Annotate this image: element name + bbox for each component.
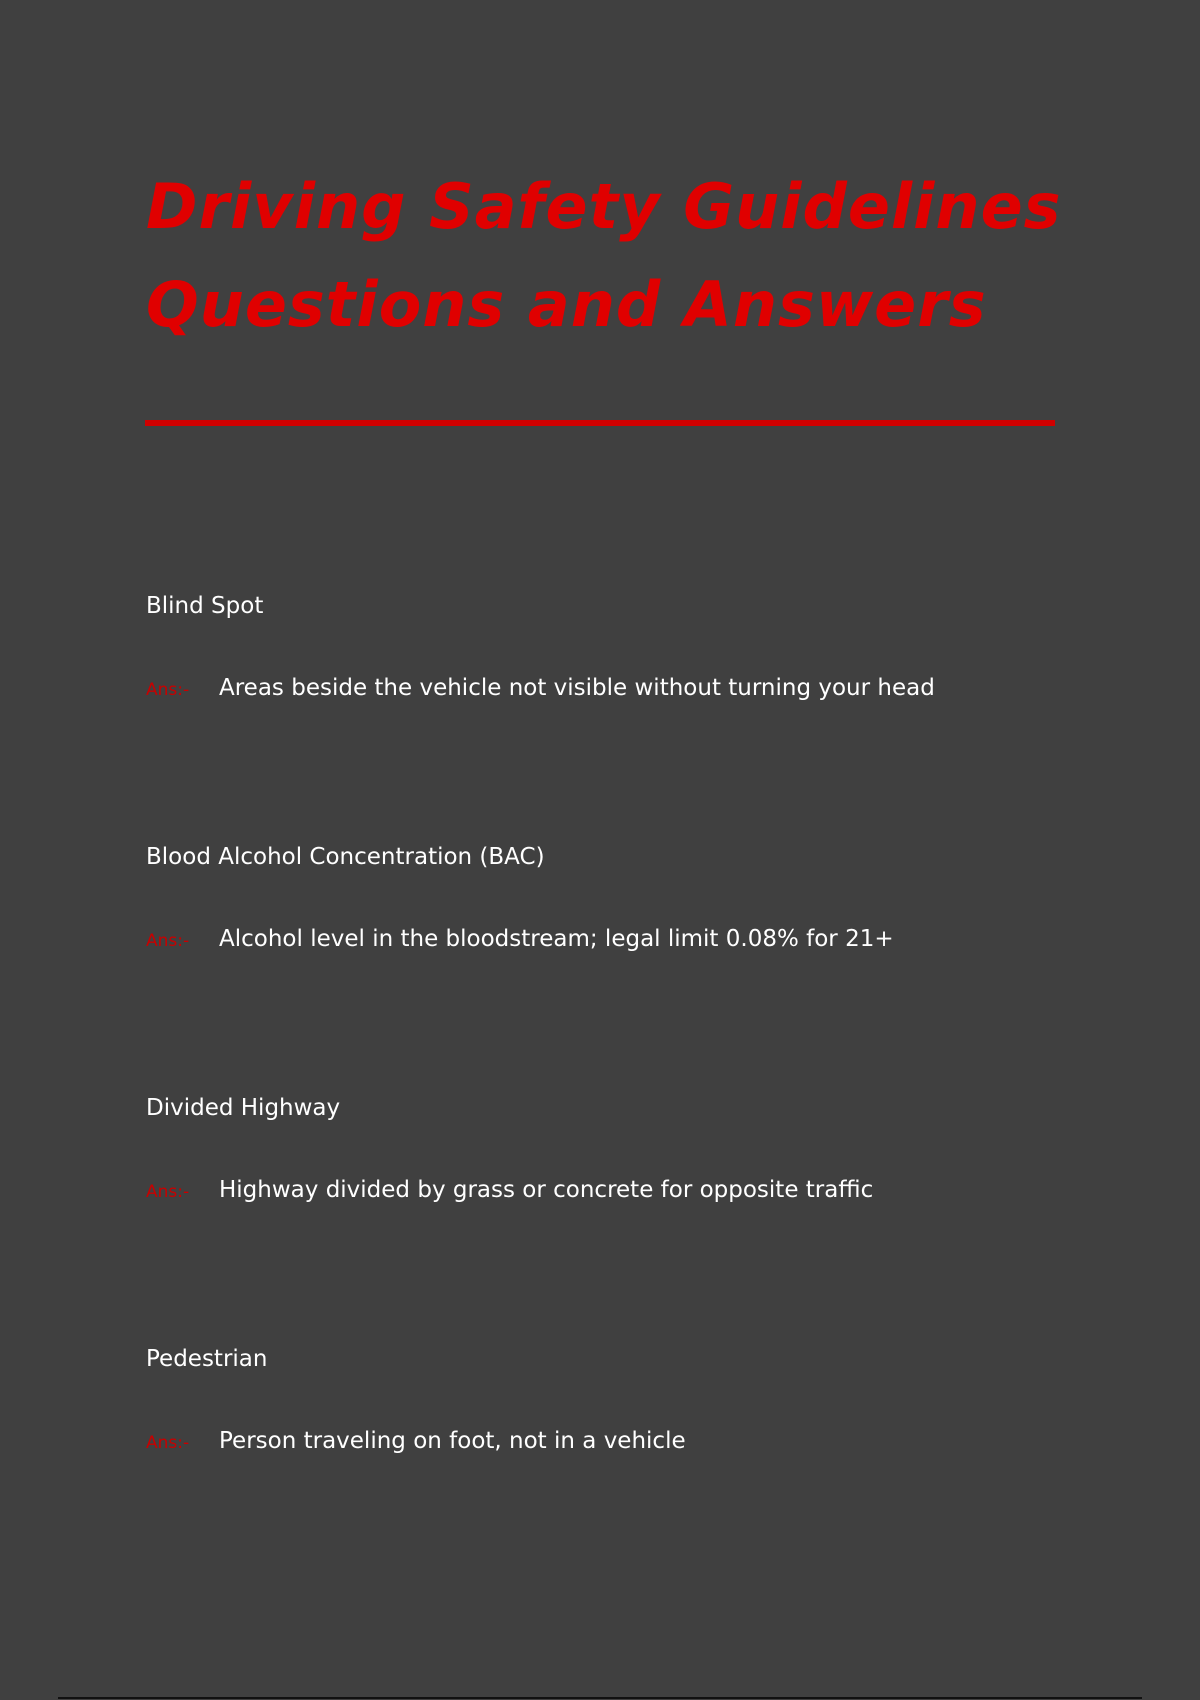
title-line-1: Driving Safety Guidelines xyxy=(146,170,1062,243)
footer-divider xyxy=(58,1697,1142,1699)
answer-text: Alcohol level in the bloodstream; legal limit 0.08% for 21+ xyxy=(219,926,894,952)
question-text: Divided Highway xyxy=(146,1095,341,1121)
answer-label: Ans:- xyxy=(146,1182,190,1202)
answer-label: Ans:- xyxy=(146,680,190,700)
answer-text: Person traveling on foot, not in a vehicle xyxy=(219,1428,686,1454)
page-title xyxy=(146,158,1066,354)
answer-row xyxy=(146,675,935,701)
title-divider xyxy=(145,420,1055,426)
answer-row xyxy=(146,926,894,952)
title-line-2: Questions and Answers xyxy=(146,268,987,341)
answer-text: Areas beside the vehicle not visible without turning your head xyxy=(219,675,935,701)
answer-row xyxy=(146,1177,873,1203)
answer-row xyxy=(146,1428,686,1454)
question-text: Blind Spot xyxy=(146,593,264,619)
answer-label: Ans:- xyxy=(146,931,190,951)
question-text: Blood Alcohol Concentration (BAC) xyxy=(146,844,545,870)
answer-text: Highway divided by grass or concrete for opposite traffic xyxy=(219,1177,874,1203)
answer-label: Ans:- xyxy=(146,1433,190,1453)
question-text: Pedestrian xyxy=(146,1346,268,1372)
